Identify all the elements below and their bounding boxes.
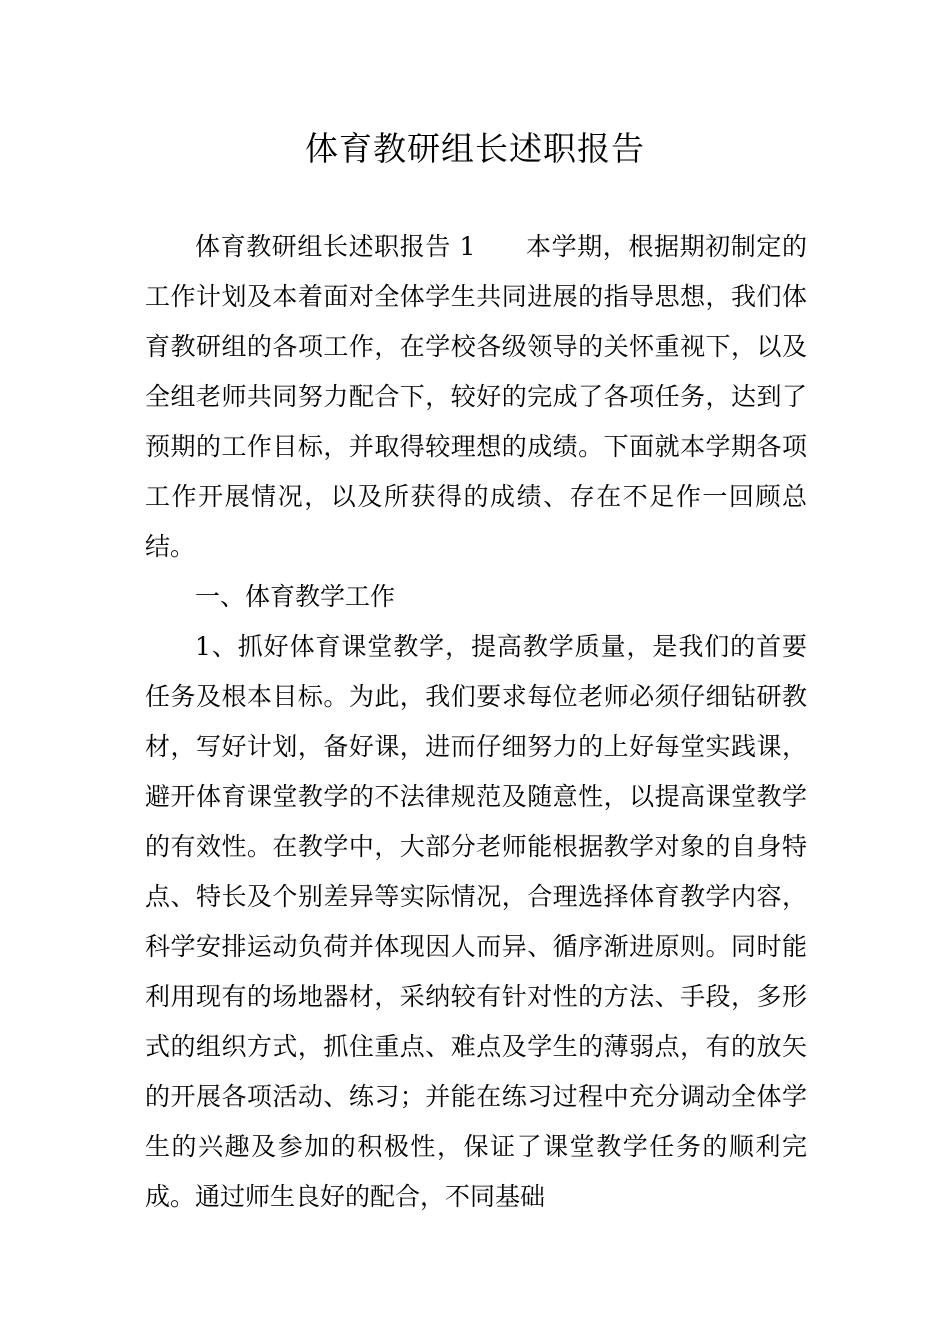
document-title: 体育教研组长述职报告 [305, 129, 645, 168]
document-body [145, 222, 807, 1222]
section-heading-teaching: 一、体育教学工作 [195, 582, 396, 611]
paragraph-intro [145, 222, 807, 572]
report-heading-inline: 体育教研组长述职报告 1 [195, 232, 476, 261]
paragraph-intro-text: 本学期，根据期初制定的工作计划及本着面对全体学生共同进展的指导思想，我们体育教研组的各项工作，在学校各级领导的关怀重视下，以及全组老师共同努力配合下，较好的完成了各项任务，达到了预期的工作目标，并取得较理想的成绩。下面就本学期各项工作开展情况，以及所获得的成绩、存在不足作一回顾总结。 [145, 232, 807, 561]
paragraph-classroom-teaching: 1、抓好体育课堂教学，提高教学质量，是我们的首要任务及根本目标。为此，我们要求每位老师必须仔细钻研教材，写好计划，备好课，进而仔细努力的上好每堂实践课，避开体育课堂教学的不法律规范及随意性，以提高课堂教学的有效性。在教学中，大部分老师能根据教学对象的自身特点、特长及个别差异等实际情况，合理选择体育教学内容，科学安排运动负荷并体现因人而异、循序渐进原则。同时能利用现有的场地器材，采纳较有针对性的方法、手段，多形式的组织方式，抓住重点、难点及学生的薄弱点，有的放矢的开展各项活动、练习；并能在练习过程中充分调动全体学生的兴趣及参加的积极性，保证了课堂教学任务的顺利完成。通过师生良好的配合，不同基础 [145, 632, 807, 1211]
